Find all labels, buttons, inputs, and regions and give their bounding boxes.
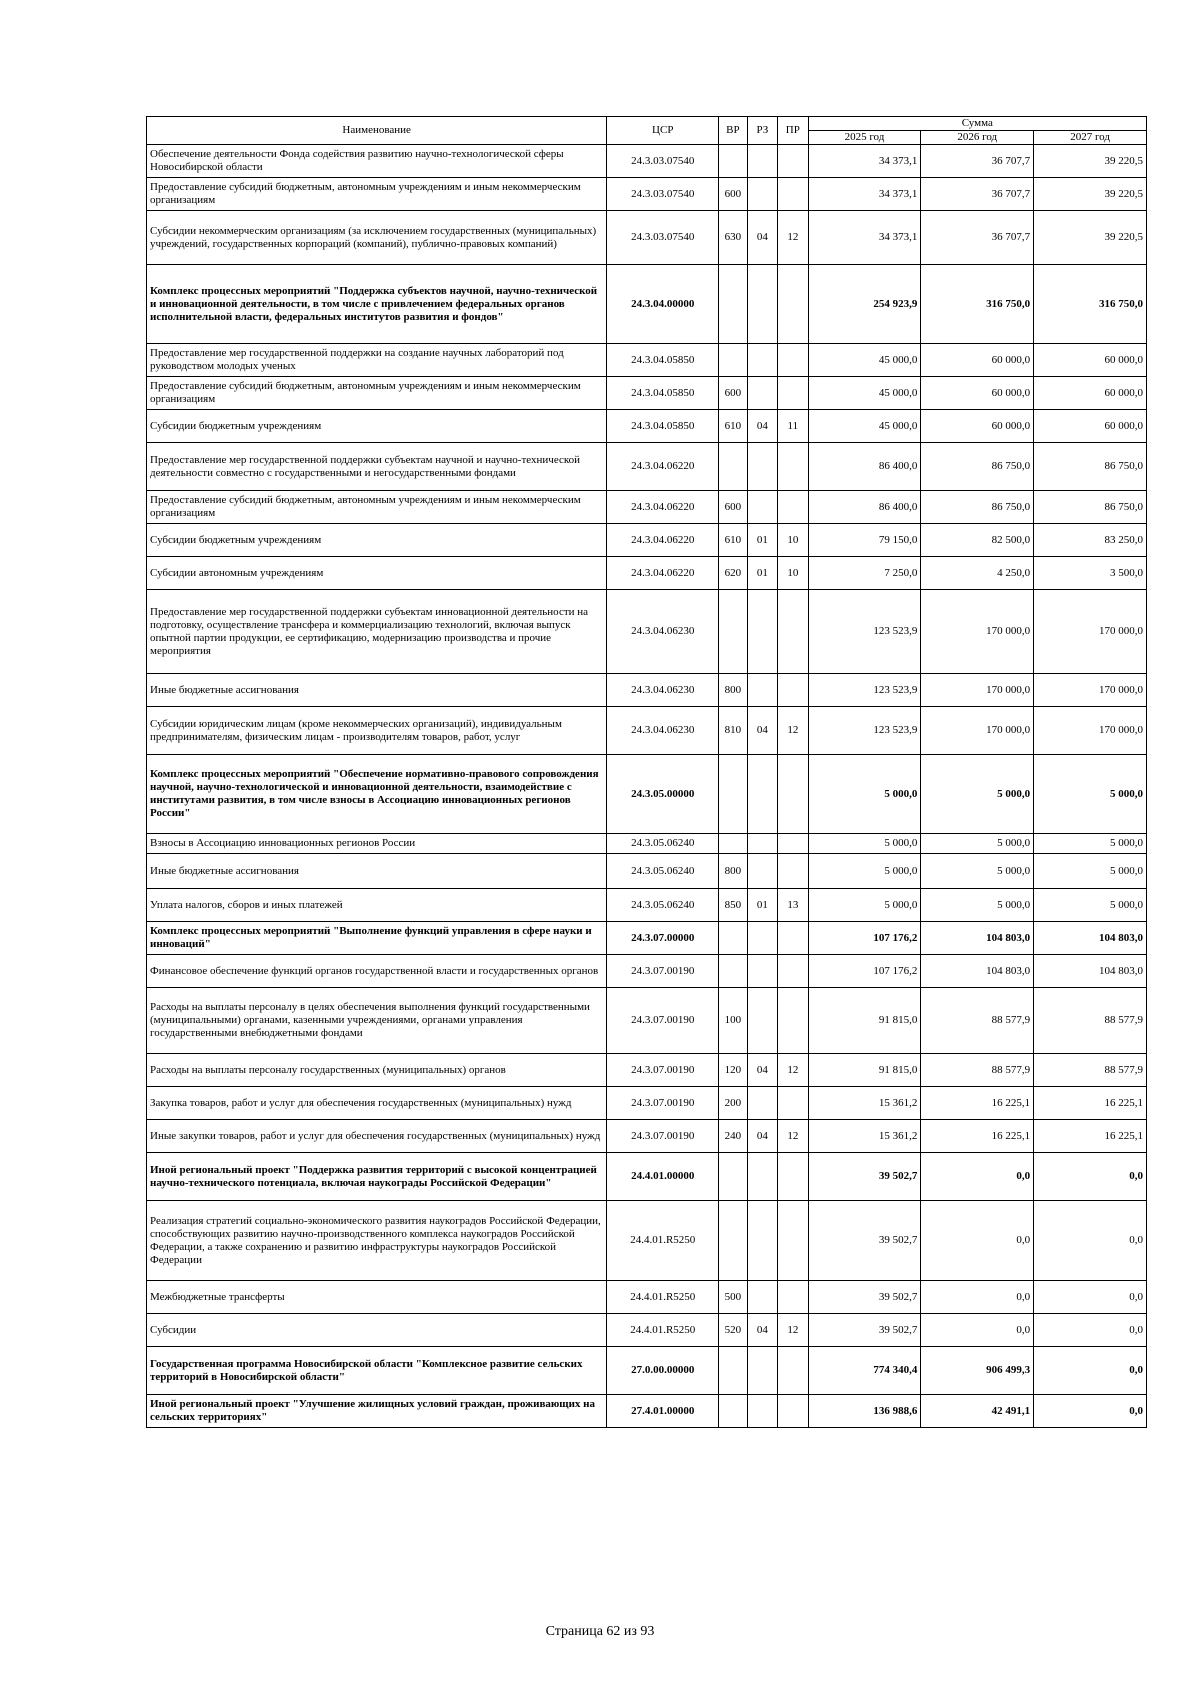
- row-value-2026: 104 803,0: [921, 922, 1034, 955]
- row-value-2026: 170 000,0: [921, 590, 1034, 674]
- row-name: Субсидии юридическим лицам (кроме некоммерческих организаций), индивидуальным предпринимателям, физическим лицам - производителям товаров, работ, услуг: [147, 707, 607, 755]
- row-pr: [778, 491, 808, 524]
- row-value-2027: 0,0: [1034, 1201, 1147, 1281]
- row-name: Предоставление мер государственной поддержки субъектам научной и научно-технической деятельности совместно с государственными и негосударственными фондами: [147, 443, 607, 491]
- header-year-2025: 2025 год: [808, 131, 921, 145]
- row-name: Предоставление субсидий бюджетным, автономным учреждениям и иным некоммерческим организациям: [147, 377, 607, 410]
- row-rz: [747, 443, 777, 491]
- row-value-2026: 60 000,0: [921, 344, 1034, 377]
- row-pr: 12: [778, 1314, 808, 1347]
- row-value-2025: 34 373,1: [808, 178, 921, 211]
- row-value-2027: 104 803,0: [1034, 955, 1147, 988]
- row-value-2025: 39 502,7: [808, 1314, 921, 1347]
- table-row: [147, 1201, 1147, 1281]
- row-name: Иной региональный проект "Поддержка развития территорий с высокой концентрацией научно-технического потенциала, включая наукограды Российской Федерации": [147, 1153, 607, 1201]
- row-csr: 24.3.04.06220: [607, 524, 719, 557]
- row-vr: [719, 344, 747, 377]
- row-vr: [719, 1395, 747, 1428]
- row-rz: 04: [747, 410, 777, 443]
- row-pr: [778, 1153, 808, 1201]
- row-rz: [747, 1281, 777, 1314]
- row-name: Предоставление мер государственной поддержки на создание научных лабораторий под руководством молодых ученых: [147, 344, 607, 377]
- page-number: Страница 62 из 93: [545, 1624, 655, 1639]
- table-row: [147, 590, 1147, 674]
- row-pr: [778, 1395, 808, 1428]
- row-value-2026: 36 707,7: [921, 211, 1034, 265]
- header-name: Наименование: [147, 117, 607, 145]
- row-csr: 24.4.01.00000: [607, 1153, 719, 1201]
- row-name: Предоставление субсидий бюджетным, автономным учреждениям и иным некоммерческим организациям: [147, 178, 607, 211]
- row-vr: [719, 955, 747, 988]
- row-vr: [719, 443, 747, 491]
- row-value-2026: 60 000,0: [921, 377, 1034, 410]
- row-rz: [747, 377, 777, 410]
- table-row: [147, 524, 1147, 557]
- row-csr: 24.3.03.07540: [607, 178, 719, 211]
- row-rz: [747, 145, 777, 178]
- table-row: [147, 1087, 1147, 1120]
- table-row: [147, 491, 1147, 524]
- row-pr: [778, 1281, 808, 1314]
- row-rz: [747, 755, 777, 834]
- row-pr: 13: [778, 889, 808, 922]
- table-row: [147, 1153, 1147, 1201]
- row-value-2027: 0,0: [1034, 1314, 1147, 1347]
- header-year-2027: 2027 год: [1034, 131, 1147, 145]
- row-value-2025: 5 000,0: [808, 889, 921, 922]
- row-value-2026: 60 000,0: [921, 410, 1034, 443]
- row-pr: [778, 265, 808, 344]
- row-value-2025: 39 502,7: [808, 1153, 921, 1201]
- row-rz: [747, 1201, 777, 1281]
- row-rz: [747, 1395, 777, 1428]
- row-value-2026: 86 750,0: [921, 491, 1034, 524]
- row-name: Расходы на выплаты персоналу государственных (муниципальных) органов: [147, 1054, 607, 1087]
- row-value-2025: 123 523,9: [808, 590, 921, 674]
- row-value-2026: 5 000,0: [921, 889, 1034, 922]
- row-value-2025: 91 815,0: [808, 988, 921, 1054]
- row-value-2026: 170 000,0: [921, 674, 1034, 707]
- header-csr: ЦСР: [607, 117, 719, 145]
- row-value-2026: 5 000,0: [921, 755, 1034, 834]
- row-name: Финансовое обеспечение функций органов государственной власти и государственных органов: [147, 955, 607, 988]
- row-value-2026: 170 000,0: [921, 707, 1034, 755]
- table-row: [147, 1054, 1147, 1087]
- row-value-2026: 0,0: [921, 1281, 1034, 1314]
- row-csr: 24.3.05.06240: [607, 854, 719, 889]
- row-value-2026: 88 577,9: [921, 1054, 1034, 1087]
- row-value-2027: 0,0: [1034, 1153, 1147, 1201]
- row-value-2027: 60 000,0: [1034, 344, 1147, 377]
- row-rz: [747, 178, 777, 211]
- row-csr: 24.3.04.06220: [607, 557, 719, 590]
- table-row: [147, 145, 1147, 178]
- table-row: [147, 988, 1147, 1054]
- table-row: [147, 755, 1147, 834]
- table-row: [147, 178, 1147, 211]
- row-pr: 12: [778, 211, 808, 265]
- row-rz: 04: [747, 211, 777, 265]
- table-row: [147, 922, 1147, 955]
- row-value-2025: 86 400,0: [808, 443, 921, 491]
- row-value-2025: 5 000,0: [808, 755, 921, 834]
- row-name: Комплекс процессных мероприятий "Выполнение функций управления в сфере науки и инноваций": [147, 922, 607, 955]
- row-pr: [778, 590, 808, 674]
- row-pr: [778, 922, 808, 955]
- row-csr: 24.3.04.06220: [607, 443, 719, 491]
- row-value-2025: 39 502,7: [808, 1201, 921, 1281]
- row-name: Предоставление субсидий бюджетным, автономным учреждениям и иным некоммерческим организациям: [147, 491, 607, 524]
- row-csr: 24.3.04.06230: [607, 674, 719, 707]
- table-row: [147, 1281, 1147, 1314]
- row-rz: [747, 674, 777, 707]
- row-vr: 520: [719, 1314, 747, 1347]
- row-value-2027: 39 220,5: [1034, 211, 1147, 265]
- row-value-2025: 123 523,9: [808, 707, 921, 755]
- row-vr: [719, 834, 747, 854]
- row-csr: 24.4.01.R5250: [607, 1314, 719, 1347]
- row-value-2026: 316 750,0: [921, 265, 1034, 344]
- row-vr: [719, 1347, 747, 1395]
- row-value-2026: 42 491,1: [921, 1395, 1034, 1428]
- table-row: [147, 211, 1147, 265]
- row-value-2025: 5 000,0: [808, 854, 921, 889]
- row-name: Предоставление мер государственной поддержки субъектам инновационной деятельности на подготовку, осуществление трансфера и коммерциализацию технологий, включая выпуск опытной партии продукции, ее сертификацию, модернизацию производства и прочие мероприятия: [147, 590, 607, 674]
- row-vr: [719, 922, 747, 955]
- row-value-2027: 60 000,0: [1034, 377, 1147, 410]
- row-rz: [747, 1153, 777, 1201]
- row-csr: 24.3.07.00000: [607, 922, 719, 955]
- row-name: Закупка товаров, работ и услуг для обеспечения государственных (муниципальных) нужд: [147, 1087, 607, 1120]
- row-value-2027: 5 000,0: [1034, 854, 1147, 889]
- row-value-2027: 16 225,1: [1034, 1087, 1147, 1120]
- row-csr: 24.3.05.06240: [607, 889, 719, 922]
- row-value-2025: 39 502,7: [808, 1281, 921, 1314]
- row-value-2025: 86 400,0: [808, 491, 921, 524]
- row-value-2027: 5 000,0: [1034, 834, 1147, 854]
- row-pr: [778, 145, 808, 178]
- row-pr: [778, 178, 808, 211]
- table-row: [147, 443, 1147, 491]
- row-csr: 24.3.05.06240: [607, 834, 719, 854]
- row-vr: [719, 145, 747, 178]
- row-value-2027: 39 220,5: [1034, 145, 1147, 178]
- row-value-2025: 5 000,0: [808, 834, 921, 854]
- row-rz: 01: [747, 889, 777, 922]
- row-csr: 24.3.03.07540: [607, 211, 719, 265]
- header-vr: ВР: [719, 117, 747, 145]
- row-value-2025: 15 361,2: [808, 1120, 921, 1153]
- table-row: [147, 707, 1147, 755]
- row-value-2026: 36 707,7: [921, 145, 1034, 178]
- row-value-2027: 170 000,0: [1034, 707, 1147, 755]
- row-value-2027: 39 220,5: [1034, 178, 1147, 211]
- row-csr: 27.4.01.00000: [607, 1395, 719, 1428]
- header-sum: Сумма: [808, 117, 1146, 131]
- row-rz: [747, 1087, 777, 1120]
- row-vr: [719, 265, 747, 344]
- row-value-2026: 82 500,0: [921, 524, 1034, 557]
- row-rz: [747, 1347, 777, 1395]
- table-row: [147, 889, 1147, 922]
- row-pr: [778, 443, 808, 491]
- table-row: [147, 265, 1147, 344]
- row-name: Субсидии автономным учреждениям: [147, 557, 607, 590]
- row-name: Комплекс процессных мероприятий "Обеспечение нормативно-правового сопровождения научной, научно-технологической и инновационной деятельности, взаимодействие с институтами развития, в том числе взносы в Ассоциацию инновационных регионов России": [147, 755, 607, 834]
- row-pr: [778, 988, 808, 1054]
- row-value-2026: 0,0: [921, 1153, 1034, 1201]
- row-value-2025: 34 373,1: [808, 145, 921, 178]
- table-row: [147, 1347, 1147, 1395]
- row-vr: 120: [719, 1054, 747, 1087]
- table-row: [147, 377, 1147, 410]
- row-value-2025: 45 000,0: [808, 344, 921, 377]
- row-rz: [747, 955, 777, 988]
- row-csr: 24.3.03.07540: [607, 145, 719, 178]
- row-value-2026: 0,0: [921, 1314, 1034, 1347]
- row-vr: [719, 1201, 747, 1281]
- row-name: Субсидии: [147, 1314, 607, 1347]
- row-csr: 24.3.04.05850: [607, 344, 719, 377]
- row-rz: [747, 922, 777, 955]
- table-row: [147, 674, 1147, 707]
- row-vr: 610: [719, 410, 747, 443]
- row-pr: [778, 674, 808, 707]
- row-csr: 24.3.04.05850: [607, 377, 719, 410]
- row-vr: [719, 590, 747, 674]
- row-name: Взносы в Ассоциацию инновационных регионов России: [147, 834, 607, 854]
- row-csr: 24.3.04.00000: [607, 265, 719, 344]
- row-csr: 24.3.07.00190: [607, 1087, 719, 1120]
- row-pr: [778, 755, 808, 834]
- row-value-2027: 86 750,0: [1034, 443, 1147, 491]
- row-value-2027: 83 250,0: [1034, 524, 1147, 557]
- row-vr: [719, 755, 747, 834]
- table-body: [147, 145, 1147, 1428]
- row-rz: [747, 491, 777, 524]
- row-csr: 27.0.00.00000: [607, 1347, 719, 1395]
- row-vr: 500: [719, 1281, 747, 1314]
- row-value-2026: 906 499,3: [921, 1347, 1034, 1395]
- row-value-2025: 79 150,0: [808, 524, 921, 557]
- row-value-2025: 34 373,1: [808, 211, 921, 265]
- row-value-2026: 4 250,0: [921, 557, 1034, 590]
- row-value-2026: 88 577,9: [921, 988, 1034, 1054]
- budget-table: [146, 116, 1147, 1428]
- row-vr: 620: [719, 557, 747, 590]
- row-name: Иные бюджетные ассигнования: [147, 854, 607, 889]
- row-pr: 12: [778, 1054, 808, 1087]
- row-csr: 24.3.07.00190: [607, 955, 719, 988]
- row-value-2025: 45 000,0: [808, 410, 921, 443]
- row-value-2025: 91 815,0: [808, 1054, 921, 1087]
- row-pr: [778, 955, 808, 988]
- row-name: Субсидии некоммерческим организациям (за исключением государственных (муниципальных) учреждений, государственных корпораций (компаний), публично-правовых компаний): [147, 211, 607, 265]
- row-value-2025: 107 176,2: [808, 922, 921, 955]
- table-row: [147, 1314, 1147, 1347]
- row-pr: 12: [778, 707, 808, 755]
- row-rz: [747, 344, 777, 377]
- row-value-2026: 16 225,1: [921, 1120, 1034, 1153]
- row-vr: 600: [719, 377, 747, 410]
- row-rz: [747, 988, 777, 1054]
- row-name: Субсидии бюджетным учреждениям: [147, 410, 607, 443]
- row-value-2025: 7 250,0: [808, 557, 921, 590]
- row-name: Уплата налогов, сборов и иных платежей: [147, 889, 607, 922]
- row-rz: 01: [747, 524, 777, 557]
- header-year-2026: 2026 год: [921, 131, 1034, 145]
- row-csr: 24.3.07.00190: [607, 1120, 719, 1153]
- row-value-2026: 5 000,0: [921, 854, 1034, 889]
- row-value-2025: 123 523,9: [808, 674, 921, 707]
- row-csr: 24.4.01.R5250: [607, 1201, 719, 1281]
- row-rz: [747, 590, 777, 674]
- row-value-2025: 136 988,6: [808, 1395, 921, 1428]
- row-pr: 10: [778, 557, 808, 590]
- row-csr: 24.3.04.06220: [607, 491, 719, 524]
- row-value-2026: 36 707,7: [921, 178, 1034, 211]
- row-rz: 01: [747, 557, 777, 590]
- row-value-2025: 107 176,2: [808, 955, 921, 988]
- row-pr: 10: [778, 524, 808, 557]
- row-name: Комплекс процессных мероприятий "Поддержка субъектов научной, научно-технической и инновационной деятельности, в том числе с привлечением федеральных органов исполнительной власти, федеральных институтов развития и фондов": [147, 265, 607, 344]
- table-row: [147, 1120, 1147, 1153]
- row-value-2025: 254 923,9: [808, 265, 921, 344]
- row-csr: 24.3.04.06230: [607, 707, 719, 755]
- row-pr: [778, 344, 808, 377]
- header-pr: ПР: [778, 117, 808, 145]
- row-vr: 630: [719, 211, 747, 265]
- row-name: Реализация стратегий социально-экономического развития наукоградов Российской Федерации, способствующих развитию научно-производственного комплекса наукоградов Российской Федерации, а также сохранению и развитию инфраструктуры наукоградов Российской Федерации: [147, 1201, 607, 1281]
- table-row: [147, 834, 1147, 854]
- row-name: Иной региональный проект "Улучшение жилищных условий граждан, проживающих на сельских территориях": [147, 1395, 607, 1428]
- row-name: Обеспечение деятельности Фонда содействия развитию научно-технологической сферы Новосибирской области: [147, 145, 607, 178]
- row-name: Иные бюджетные ассигнования: [147, 674, 607, 707]
- row-pr: [778, 1347, 808, 1395]
- table-row: [147, 854, 1147, 889]
- row-value-2027: 5 000,0: [1034, 755, 1147, 834]
- row-value-2027: 88 577,9: [1034, 1054, 1147, 1087]
- row-rz: 04: [747, 1054, 777, 1087]
- header-rz: РЗ: [747, 117, 777, 145]
- row-name: Государственная программа Новосибирской области "Комплексное развитие сельских территорий в Новосибирской области": [147, 1347, 607, 1395]
- row-value-2026: 104 803,0: [921, 955, 1034, 988]
- row-vr: 200: [719, 1087, 747, 1120]
- row-value-2027: 16 225,1: [1034, 1120, 1147, 1153]
- row-value-2025: 15 361,2: [808, 1087, 921, 1120]
- row-rz: 04: [747, 1314, 777, 1347]
- row-value-2027: 0,0: [1034, 1395, 1147, 1428]
- row-rz: [747, 834, 777, 854]
- row-name: Иные закупки товаров, работ и услуг для обеспечения государственных (муниципальных) нужд: [147, 1120, 607, 1153]
- row-vr: 800: [719, 674, 747, 707]
- row-value-2027: 316 750,0: [1034, 265, 1147, 344]
- row-pr: [778, 1201, 808, 1281]
- row-vr: 800: [719, 854, 747, 889]
- row-value-2026: 5 000,0: [921, 834, 1034, 854]
- row-value-2026: 86 750,0: [921, 443, 1034, 491]
- row-vr: 600: [719, 491, 747, 524]
- row-csr: 24.3.04.06230: [607, 590, 719, 674]
- row-pr: 12: [778, 1120, 808, 1153]
- table-row: [147, 557, 1147, 590]
- row-value-2026: 16 225,1: [921, 1087, 1034, 1120]
- table-header: [147, 117, 1147, 145]
- row-value-2027: 5 000,0: [1034, 889, 1147, 922]
- table-row: [147, 1395, 1147, 1428]
- row-csr: 24.3.04.05850: [607, 410, 719, 443]
- row-name: Расходы на выплаты персоналу в целях обеспечения выполнения функций государственными (муниципальными) органами, казенными учреждениями, органами управления государственными внебюджетными фондами: [147, 988, 607, 1054]
- row-name: Субсидии бюджетным учреждениям: [147, 524, 607, 557]
- row-csr: 24.3.07.00190: [607, 988, 719, 1054]
- row-rz: 04: [747, 1120, 777, 1153]
- row-value-2027: 104 803,0: [1034, 922, 1147, 955]
- row-csr: 24.3.07.00190: [607, 1054, 719, 1087]
- row-rz: 04: [747, 707, 777, 755]
- row-value-2027: 88 577,9: [1034, 988, 1147, 1054]
- row-value-2027: 0,0: [1034, 1347, 1147, 1395]
- row-vr: 810: [719, 707, 747, 755]
- row-value-2027: 60 000,0: [1034, 410, 1147, 443]
- row-vr: [719, 1153, 747, 1201]
- table-row: [147, 410, 1147, 443]
- table-row: [147, 955, 1147, 988]
- row-rz: [747, 854, 777, 889]
- row-csr: 24.4.01.R5250: [607, 1281, 719, 1314]
- row-pr: [778, 1087, 808, 1120]
- row-value-2027: 3 500,0: [1034, 557, 1147, 590]
- row-value-2027: 0,0: [1034, 1281, 1147, 1314]
- row-vr: 610: [719, 524, 747, 557]
- row-vr: 600: [719, 178, 747, 211]
- row-value-2025: 45 000,0: [808, 377, 921, 410]
- table-row: [147, 344, 1147, 377]
- row-csr: 24.3.05.00000: [607, 755, 719, 834]
- row-pr: [778, 377, 808, 410]
- row-vr: 100: [719, 988, 747, 1054]
- row-pr: [778, 854, 808, 889]
- row-value-2027: 86 750,0: [1034, 491, 1147, 524]
- row-value-2026: 0,0: [921, 1201, 1034, 1281]
- row-name: Межбюджетные трансферты: [147, 1281, 607, 1314]
- row-value-2027: 170 000,0: [1034, 674, 1147, 707]
- row-vr: 240: [719, 1120, 747, 1153]
- row-pr: 11: [778, 410, 808, 443]
- row-vr: 850: [719, 889, 747, 922]
- row-value-2027: 170 000,0: [1034, 590, 1147, 674]
- row-rz: [747, 265, 777, 344]
- row-value-2025: 774 340,4: [808, 1347, 921, 1395]
- row-pr: [778, 834, 808, 854]
